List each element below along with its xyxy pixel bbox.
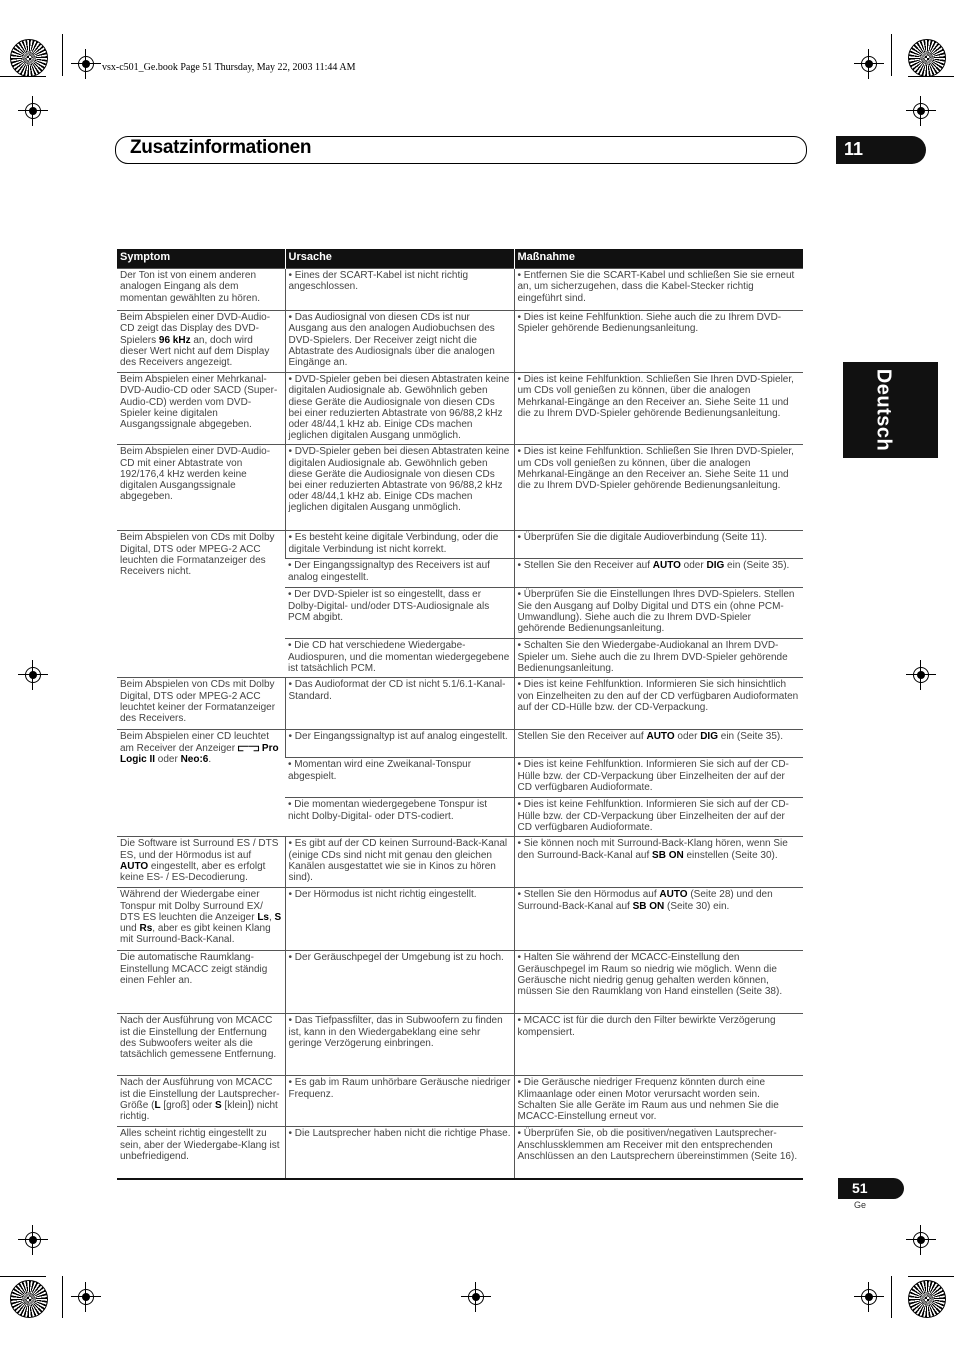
cause-cell: • Die momentan wiedergegebene Tonspur ist nicht Dolby-Digital- oder DTS-codiert. [285,798,514,837]
registration-mark [858,1286,880,1308]
troubleshooting-table [117,249,803,1180]
cause-cell: • Der Hörmodus ist nicht richtig eingestellt. [285,888,514,951]
language-label: Deutsch [872,368,895,452]
symptom-cell: Beim Abspielen von CDs mit Dolby Digital, DTS oder MPEG-2 ACC leuchten die Formatanzeiger des Receivers nicht. [117,531,285,678]
chapter-number: 11 [844,139,864,159]
table-header-row [117,249,803,269]
table-row [117,531,803,559]
table-row [117,445,803,531]
column-header-symptom: Symptom [117,249,285,269]
registration-mark [858,53,880,75]
remedy-cell: • Dies ist keine Fehlfunktion. Informieren Sie sich hinsichtlich von Einzelheiten zu den auf der CD verfügbaren Audioformaten auf der CD-Hülle bzw. der CD-Verpackung. [514,678,803,730]
registration-mark [465,1286,487,1308]
cause-cell: • Momentan wird eine Zweikanal-Tonspur abgespielt. [285,758,514,798]
remedy-cell: • Stellen Sie den Hörmodus auf AUTO (Seite 28) und den Surround-Back-Kanal auf SB ON (Seite 30) ein. [514,888,803,951]
symptom-cell: Nach der Ausführung von MCACC ist die Einstellung der Entfernung des Subwoofers weiter als die tatsächlich gemessene Entfernung. [117,1014,285,1076]
cause-cell: • Der DVD-Spieler ist so eingestellt, dass er Dolby-Digital- und/oder DTS-Audiosignale als PCM abgibt. [285,588,514,639]
remedy-cell: • Überprüfen Sie die digitale Audioverbindung (Seite 11). [514,531,803,559]
cause-cell: • Das Tiefpassfilter, das in Subwoofern zu finden ist, kann in den Wiedergabeklang eine sehr geringe Verzögerung einbringen. [285,1014,514,1076]
crop-line [0,1276,46,1277]
cause-cell: • DVD-Spieler geben bei diesen Abtastraten keine digitalen Audiosignale ab. Gewöhnlich geben diese Geräte die Audiosignale von diesen CDs bei einer reduzierten Abtastrate von 96/88,2 kHz oder 48/44,1 kHz ab. Einige CDs machen jeglichen digitalen Ausgang unmöglich. [285,373,514,445]
remedy-cell: • Die Geräusche niedriger Frequenz könnten durch eine Klimaanlage oder einen Motor verursacht worden sein. Schalten Sie alle Geräte im Raum aus und nehmen Sie die MCACC-Einstellung erneut vor. [514,1076,803,1127]
remedy-cell: • MCACC ist für die durch den Filter bewirkte Verzögerung kompensiert. [514,1014,803,1076]
cause-cell: • Es gibt auf der CD keinen Surround-Back-Kanal (einige CDs sind nicht mit genau den gleichen Kanälen ausgestattet wie sie in Kinos zu hören sind). [285,837,514,888]
registration-mark [22,664,44,686]
crop-line [891,1276,892,1318]
cause-cell: • Die CD hat verschiedene Wiedergabe-Audiospuren, und die momentan wiedergegebene ist tatsächlich PCM. [285,639,514,678]
symptom-cell: Beim Abspielen einer Mehrkanal-DVD-Audio-CD oder SACD (Super-Audio-CD) werden vom DVD-Spieler keine digitalen Ausgangssignale abgegeben. [117,373,285,445]
remedy-cell: • Überprüfen Sie, ob die positiven/negativen Lautsprecher-Anschlussklemmen am Receiver mit den entsprechenden Anschlüssen an den Lautsprechern übereinstimmen (Seite 16). [514,1127,803,1179]
symptom-cell: Beim Abspielen einer DVD-Audio-CD mit einer Abtastrate von 192/176,4 kHz werden keine digitalen Ausgangssignale abgegeben. [117,445,285,531]
crop-line [0,76,46,77]
registration-mark [22,100,44,122]
cause-cell: • Der Geräuschpegel der Umgebung ist zu hoch. [285,951,514,1014]
symptom-cell: Beim Abspielen einer CD leuchtet am Receiver der Anzeiger ⫍⫎ Pro Logic II oder Neo:6. [117,730,285,837]
table-row [117,1014,803,1076]
cause-cell: • Es gab im Raum unhörbare Geräusche niedriger Frequenz. [285,1076,514,1127]
crop-line [62,34,63,76]
cause-cell: • Der Eingangssignaltyp des Receivers ist auf analog eingestellt. [285,559,514,588]
remedy-cell: • Dies ist keine Fehlfunktion. Informieren Sie sich auf der CD-Hülle bzw. der CD-Verpackung über Einzelheiten der auf der CD verfügbaren Audioformate. [514,758,803,798]
cause-cell: • Das Audioformat der CD ist nicht 5.1/6.1-Kanal-Standard. [285,678,514,730]
registration-ray-mark [10,39,48,77]
remedy-cell: • Dies ist keine Fehlfunktion. Schließen Sie Ihren DVD-Spieler, um CDs voll genießen zu können, über die analogen Mehrkanal-Eingänge an den Receiver an. Siehe Seite 11 und die zu Ihrem DVD-Spieler gehörende Bedienungsanleitung. [514,373,803,445]
remedy-cell: • Sie können noch mit Surround-Back-Klang hören, wenn Sie den Surround-Back-Kanal auf SB ON einstellen (Seite 30). [514,837,803,888]
remedy-cell: • Dies ist keine Fehlfunktion. Siehe auch die zu Ihrem DVD-Spieler gehörende Bedienungsanleitung. [514,311,803,373]
table-row [117,1127,803,1179]
cause-cell: • Das Audiosignal von diesen CDs ist nur Ausgang aus den analogen Audiobuchsen des DVD-Spielers. Der Receiver zeigt nicht die Abtastrate des Audiosignals über die analogen Eingänge an. [285,311,514,373]
registration-mark [75,1286,97,1308]
table-row [117,373,803,445]
remedy-cell: • Dies ist keine Fehlfunktion. Schließen Sie Ihren DVD-Spieler, um CDs voll genießen zu können, über die analogen Mehrkanal-Eingänge an den Receiver an. Siehe Seite 11 und die zu Ihrem DVD-Spieler gehörende Bedienungsanleitung. [514,445,803,531]
table-row [117,269,803,311]
table-row [117,837,803,888]
remedy-cell: • Entfernen Sie die SCART-Kabel und schließen Sie sie erneut an, um sicherzugehen, dass die Kabel-Stecker richtig eingeführt sind. [514,269,803,311]
cause-cell: • Der Eingangssignaltyp ist auf analog eingestellt. [285,730,514,758]
registration-mark [75,53,97,75]
remedy-cell: Stellen Sie den Receiver auf AUTO oder DIG ein (Seite 35). [514,730,803,758]
symptom-cell: Der Ton ist von einem anderen analogen Eingang als dem momentan gewählten zu hören. [117,269,285,311]
registration-mark [910,664,932,686]
registration-mark [22,1229,44,1251]
registration-mark [910,1229,932,1251]
table-row [117,888,803,951]
symptom-cell: Beim Abspielen von CDs mit Dolby Digital, DTS oder MPEG-2 ACC leuchtet keiner der Formatanzeiger des Receivers. [117,678,285,730]
crop-line [908,76,954,77]
symptom-cell: Die automatische Raumklang-Einstellung MCACC zeigt ständig einen Fehler an. [117,951,285,1014]
registration-ray-mark [10,1280,48,1318]
cause-cell: • Die Lautsprecher haben nicht die richtige Phase. [285,1127,514,1179]
registration-ray-mark [908,1280,946,1318]
cause-cell: • Eines der SCART-Kabel ist nicht richtig angeschlossen. [285,269,514,311]
crop-line [908,1276,954,1277]
column-header-remedy: Maßnahme [514,249,803,269]
page-title: Zusatzinformationen [130,137,312,158]
table-row [117,311,803,373]
cause-cell: • DVD-Spieler geben bei diesen Abtastraten keine digitalen Audiosignale ab. Gewöhnlich geben diese Geräte die Audiosignale von diesen CDs bei einer reduzierten Abtastrate von 96/88,2 kHz oder 48/44,1 kHz ab. Einige CDs machen jeglichen digitalen Ausgang unmöglich. [285,445,514,531]
remedy-cell: • Überprüfen Sie die Einstellungen Ihres DVD-Spielers. Stellen Sie den Ausgang auf Dolby Digital und DTS ein (ohne PCM-Umwandlung). Siehe auch die zu Ihrem DVD-Spieler gehörende Bedienungsanleitung. [514,588,803,639]
page-number: 51 [852,1180,868,1196]
registration-mark [910,100,932,122]
remedy-cell: • Halten Sie während der MCACC-Einstellung den Geräuschpegel im Raum so niedrig wie möglich. Wenn die Geräusche nicht niedrig genug gehalten werden können, müssen Sie den Raumklang von Hand einstellen (Seite 38). [514,951,803,1014]
symptom-cell: Alles scheint richtig eingestellt zu sein, aber der Wiedergabe-Klang ist unbefriedigend. [117,1127,285,1179]
page-number-badge [838,1178,904,1199]
remedy-cell: • Dies ist keine Fehlfunktion. Informieren Sie sich auf der CD-Hülle bzw. der CD-Verpackung über Einzelheiten der auf der CD verfügbaren Audioformate. [514,798,803,837]
table-row [117,1076,803,1127]
cause-cell: • Es besteht keine digitale Verbindung, oder die digitale Verbindung ist nicht korrekt. [285,531,514,559]
symptom-cell: Nach der Ausführung von MCACC ist die Einstellung der Lautsprecher-Größe (L [groß] oder S [klein]) nicht richtig. [117,1076,285,1127]
table-row [117,678,803,730]
remedy-cell: • Stellen Sie den Receiver auf AUTO oder DIG ein (Seite 35). [514,559,803,588]
language-side-tab [843,362,938,458]
symptom-cell: Beim Abspielen einer DVD-Audio-CD zeigt das Display des DVD-Spielers 96 kHz an, doch wird dieser Wert nicht auf dem Display des Receivers angezeigt. [117,311,285,373]
symptom-cell: Während der Wiedergabe einer Tonspur mit Dolby Surround EX/ DTS ES leuchten die Anzeiger Ls, S und Rs, aber es gibt keinen Klang mit Surround-Back-Kanal. [117,888,285,951]
table-row [117,730,803,758]
column-header-cause: Ursache [285,249,514,269]
crop-line [891,34,892,76]
symptom-cell: Die Software ist Surround ES / DTS ES, und der Hörmodus ist auf AUTO eingestellt, aber es erfolgt keine ES- / ES-Decodierung. [117,837,285,888]
table-row [117,951,803,1014]
crop-line [62,1276,63,1318]
chapter-badge [836,136,926,164]
registration-ray-mark [908,39,946,77]
file-info: vsx-c501_Ge.book Page 51 Thursday, May 22, 2003 11:44 AM [102,62,356,73]
page-language-code: Ge [854,1200,867,1210]
remedy-cell: • Schalten Sie den Wiedergabe-Audiokanal an Ihrem DVD-Spieler um. Siehe auch die zu Ihrem DVD-Spieler gehörende Bedienungsanleitung. [514,639,803,678]
